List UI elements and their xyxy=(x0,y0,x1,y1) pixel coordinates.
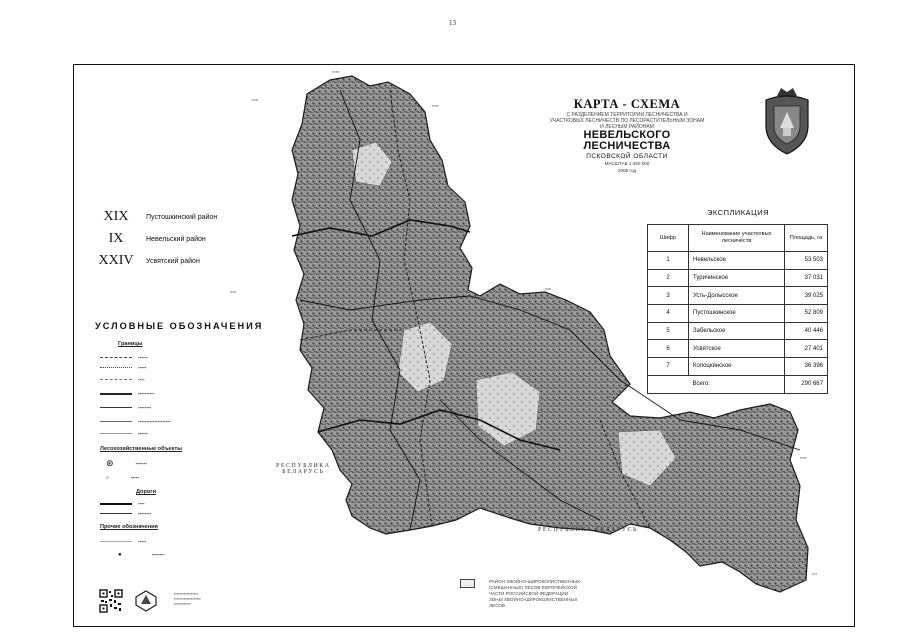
district-list xyxy=(92,206,217,272)
table-row xyxy=(648,269,828,287)
row-name: Усть-Долысское xyxy=(689,287,785,305)
place-label-marker: ▪▪▪▪▪ xyxy=(432,104,439,108)
total-label: Всего: xyxy=(689,375,785,393)
map-subtitle-3: И ЛЕСНЫМ РАЙОНАМ xyxy=(600,124,654,130)
legend-section-other: Прочие обозначения xyxy=(100,524,158,530)
legend-item xyxy=(100,404,151,411)
legend-item xyxy=(100,430,148,437)
row-area: 36 396 xyxy=(785,358,828,376)
district-row xyxy=(92,250,217,272)
legend-line-sample xyxy=(100,379,132,381)
legend-item-label: ▪▪▪▪▪ xyxy=(138,365,147,370)
forestry-name-2: ЛЕСНИЧЕСТВА xyxy=(583,140,671,152)
place-label-marker: ▪▪▪▪ xyxy=(812,572,818,576)
place-label-marker: ▪▪▪▪ xyxy=(606,395,612,399)
legend-item xyxy=(100,474,139,481)
row-name: Туричинское xyxy=(689,269,785,287)
legend-item-label: ▪▪▪▪▪ xyxy=(130,475,139,480)
total-spacer xyxy=(648,375,689,393)
district-numeral: IX xyxy=(108,231,124,246)
explication-header-area: Площадь, га xyxy=(785,225,828,252)
table-row xyxy=(648,358,828,376)
row-code: 1 xyxy=(648,252,689,270)
region-name: ПСКОВСКОЙ ОБЛАСТИ xyxy=(586,153,668,160)
legend-item xyxy=(100,418,171,425)
legend-item-label: ▪▪▪▪ xyxy=(138,377,145,382)
table-row xyxy=(648,287,828,305)
row-name: Копоцкинское xyxy=(689,358,785,376)
place-label-marker: ▪▪▪▪▪ xyxy=(230,290,237,294)
belarus-label-west xyxy=(276,463,331,475)
legend-item xyxy=(100,510,151,517)
district-name: Невельский район xyxy=(146,235,206,243)
legend-item-label: ▪▪▪▪▪ xyxy=(138,539,147,544)
legend-section-forestry-objects: Лесохозяйственные объекты xyxy=(100,446,182,452)
district-numeral: XIX xyxy=(103,209,129,224)
publisher-logo-icon xyxy=(134,589,158,613)
place-label-marker: ▪▪▪▪▪ xyxy=(545,287,552,291)
legend-line-sample xyxy=(100,433,132,434)
explication-header-row xyxy=(648,225,828,252)
belarus-label-south: РЕСПУБЛИКА БЕЛАРУСЬ xyxy=(538,527,638,533)
total-area: 290 667 xyxy=(785,375,828,393)
legend-item-label: ▪▪▪▪▪▪▪▪▪▪ xyxy=(138,391,155,396)
row-code: 4 xyxy=(648,305,689,323)
map-title-block xyxy=(527,97,727,174)
legend-item-label: ▪▪▪▪ xyxy=(138,501,145,506)
legend-section-roads: Дороги xyxy=(136,489,157,495)
district-numeral: XXIV xyxy=(98,253,134,268)
legend-item xyxy=(100,551,165,558)
explication-title: ЭКСПЛИКАЦИЯ xyxy=(707,208,770,217)
legend-item xyxy=(100,538,146,545)
legend-line-sample xyxy=(100,503,132,505)
explication-header-name: Наименование участковых лесничеств xyxy=(689,225,785,252)
legend-item xyxy=(100,376,145,383)
legend-line-sample xyxy=(100,541,132,542)
row-code: 5 xyxy=(648,322,689,340)
zone-description xyxy=(489,579,619,609)
page-number: 13 xyxy=(449,19,456,27)
row-area: 39 025 xyxy=(785,287,828,305)
place-label-marker: ▪▪▪▪▪▪ xyxy=(332,70,340,74)
map-scale: МАСШТАБ 1:450 000 xyxy=(604,161,650,166)
vegetation-zone-legend xyxy=(460,579,619,609)
row-code: 3 xyxy=(648,287,689,305)
belarus-label-line: РЕСПУБЛИКА xyxy=(276,463,331,469)
legend-line-sample xyxy=(100,367,132,369)
publisher-line: ▪▪▪▪▪▪▪▪▪▪▪▪▪▪▪▪▪ xyxy=(174,591,199,596)
legend-title: УСЛОВНЫЕ ОБОЗНАЧЕНИЯ xyxy=(95,321,264,331)
qr-code-icon xyxy=(99,589,123,613)
legend-item-label: ▪▪▪▪▪▪▪▪▪▪▪▪▪▪▪▪▪▪▪▪ xyxy=(138,419,171,424)
forest-site-icon: ◦ xyxy=(106,473,109,482)
forestry-name-1: НЕВЕЛЬСКОГО xyxy=(583,129,671,141)
row-area: 27 401 xyxy=(785,340,828,358)
row-area: 53 503 xyxy=(785,252,828,270)
legend-line-sample xyxy=(100,421,132,422)
row-area: 52 809 xyxy=(785,305,828,323)
legend-item xyxy=(100,460,147,467)
place-label-marker: ▪▪▪▪▪ xyxy=(252,98,259,102)
district-row xyxy=(92,206,217,228)
legend-item xyxy=(100,364,146,371)
legend-item xyxy=(100,354,148,361)
explication-table xyxy=(647,224,828,394)
row-name: Забельское xyxy=(689,322,785,340)
row-name: Невельское xyxy=(689,252,785,270)
legend-item xyxy=(100,390,154,397)
zone-text-line: ЛЕСОВ xyxy=(489,603,505,608)
legend-item-label: ▪▪▪▪▪▪▪ xyxy=(135,461,147,466)
settlement-icon: ● xyxy=(118,551,122,558)
place-label-marker: ▪▪▪▪▪ xyxy=(800,456,807,460)
legend-item-label: ▪▪▪▪▪▪ xyxy=(138,431,148,436)
legend-line-sample xyxy=(100,407,132,409)
zone-text-line: ЗОНЫ ХВОЙНО-ШИРОКОЛИСТВЕННЫХ xyxy=(489,597,578,602)
legend-section-borders: Границы xyxy=(118,341,143,347)
table-row xyxy=(648,340,828,358)
publisher-line: ▪▪▪▪▪▪▪▪▪▪▪▪ xyxy=(174,601,192,606)
publisher-info xyxy=(174,591,294,606)
table-row xyxy=(648,322,828,340)
coat-of-arms-icon xyxy=(760,86,814,156)
row-name: Усвятское xyxy=(689,340,785,358)
table-row xyxy=(648,252,828,270)
district-name: Усвятский район xyxy=(146,257,200,265)
legend-item-label: ▪▪▪▪▪▪ xyxy=(138,355,148,360)
district-row xyxy=(92,228,217,250)
row-code: 2 xyxy=(648,269,689,287)
map-subtitle-2: УЧАСТКОВЫХ ЛЕСНИЧЕСТВ ПО ЛЕСОРАСТИТЕЛЬНЫМ ЗОНАМ xyxy=(549,118,705,124)
row-area: 37 031 xyxy=(785,269,828,287)
legend-line-sample xyxy=(100,393,132,395)
belarus-label-line: БЕЛАРУСЬ xyxy=(282,469,325,475)
forest-office-icon: ⊛ xyxy=(106,458,114,468)
row-code: 6 xyxy=(648,340,689,358)
legend-line-sample xyxy=(100,513,132,514)
explication-total-row xyxy=(648,375,828,393)
legend-line-sample xyxy=(100,357,132,359)
zone-text-line: (СМЕШАННЫХ) ЛЕСОВ ЕВРОПЕЙСКОЙ xyxy=(489,585,577,590)
row-name: Пустошкинское xyxy=(689,305,785,323)
legend-item-label: ▪▪▪▪▪▪▪▪ xyxy=(138,405,152,410)
table-row xyxy=(648,305,828,323)
zone-text-line: РАЙОН ХВОЙНО-ШИРОКОЛИСТВЕННЫХ xyxy=(489,579,580,584)
row-code: 7 xyxy=(648,358,689,376)
legend-item-label: ▪▪▪▪▪▪▪▪ xyxy=(151,552,165,557)
map-title: КАРТА - СХЕМА xyxy=(573,97,681,111)
explication-header-code: Шифр xyxy=(648,225,689,252)
district-name: Пустошкинский район xyxy=(146,213,218,221)
row-area: 40 446 xyxy=(785,322,828,340)
map-subtitle-1: С РАЗДЕЛЕНИЕМ ТЕРРИТОРИИ ЛЕСНИЧЕСТВА И xyxy=(566,112,688,118)
legend-item xyxy=(100,500,145,507)
legend-item-label: ▪▪▪▪▪▪▪▪ xyxy=(138,511,152,516)
zone-swatch xyxy=(460,579,475,588)
zone-text-line: ЧАСТИ РОССИЙСКОЙ ФЕДЕРАЦИИ xyxy=(489,591,568,596)
map-year: 2008 год xyxy=(617,168,637,173)
publisher-line: ▪▪▪▪▪▪▪▪▪▪▪▪▪▪▪▪▪▪▪ xyxy=(174,596,201,601)
